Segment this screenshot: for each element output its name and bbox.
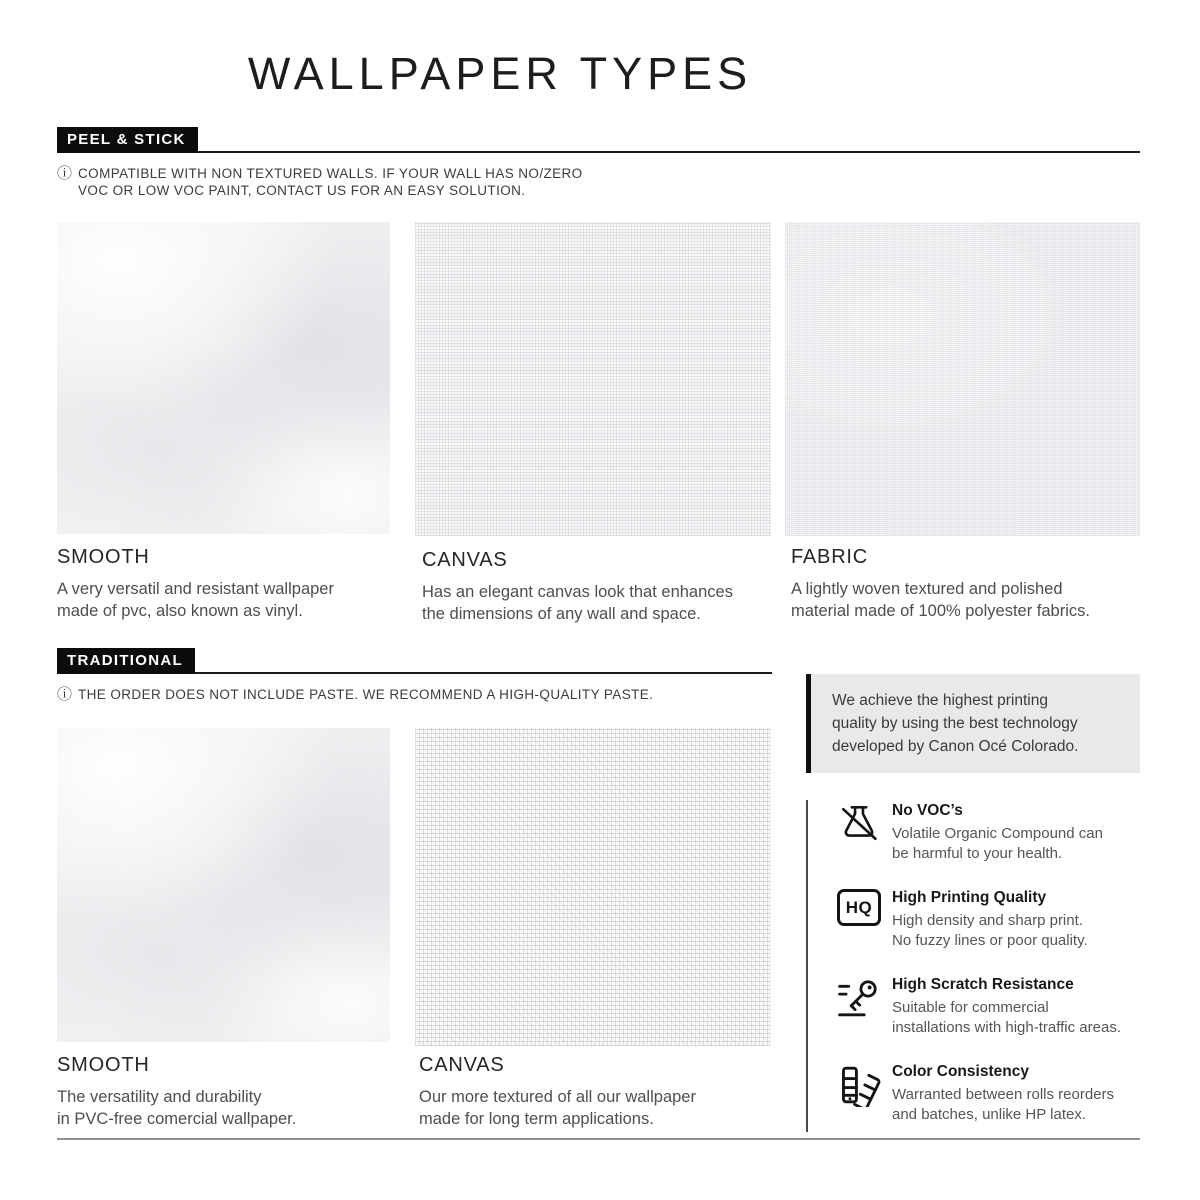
swatch-image-smooth-peel-stick xyxy=(57,222,390,534)
info-icon: ⓘ xyxy=(57,165,73,182)
section-label-peel-stick: PEEL & STICK xyxy=(57,127,198,153)
feature-no-voc xyxy=(808,802,1140,863)
printing-quality-highlight: We achieve the highest printing quality by using the best technology developed by Canon Océ Colorado. xyxy=(806,674,1140,773)
caption-fabric-peel-stick: FABRIC A lightly woven textured and polished material made of 100% polyester fabrics. xyxy=(791,546,1141,622)
swatch-image-fabric-peel-stick xyxy=(785,222,1140,536)
note-traditional xyxy=(57,686,757,703)
feature-high-printing-quality xyxy=(808,889,1140,950)
note-peel-stick xyxy=(57,165,697,199)
swatch-title: CANVAS xyxy=(419,1054,505,1076)
color-swatches-icon xyxy=(836,1063,882,1107)
feature-text: Color Consistency Warranted between rolls reorders and batches, unlike HP latex. xyxy=(892,1063,1115,1123)
caption-smooth-peel-stick: SMOOTH A very versatil and resistant wallpaper made of pvc, also known as vinyl. xyxy=(57,546,387,622)
key-scratch-icon xyxy=(836,976,882,1020)
section-label-traditional: TRADITIONAL xyxy=(57,648,195,674)
swatch-title: SMOOTH xyxy=(57,1054,150,1076)
feature-text: No VOC’s Volatile Organic Compound can be harmful to your health. xyxy=(892,802,1103,862)
caption-smooth-traditional: SMOOTH The versatility and durability in PVC-free comercial wallpaper. xyxy=(57,1054,357,1130)
note-text: THE ORDER DOES NOT INCLUDE PASTE. WE RECOMMEND A HIGH-QUALITY PASTE. xyxy=(78,687,654,702)
feature-title: No VOC’s xyxy=(892,802,963,819)
note-text: COMPATIBLE WITH NON TEXTURED WALLS. IF YOUR WALL HAS NO/ZERO VOC OR LOW VOC PAINT, CONTACT US FOR AN EASY SOLUTION. xyxy=(78,166,583,198)
swatch-title: FABRIC xyxy=(791,546,869,568)
no-voc-flask-icon xyxy=(836,802,882,844)
page-title: WALLPAPER TYPES xyxy=(247,48,753,99)
swatch-image-canvas-traditional xyxy=(415,728,771,1046)
feature-title: High Printing Quality xyxy=(892,889,1047,906)
feature-list xyxy=(806,800,1140,1132)
feature-text: High Printing Quality High density and sharp print. No fuzzy lines or poor quality. xyxy=(892,889,1088,949)
swatch-title: SMOOTH xyxy=(57,546,150,568)
info-icon: ⓘ xyxy=(57,686,73,703)
feature-title: Color Consistency xyxy=(892,1063,1029,1080)
hq-badge-text: HQ xyxy=(837,889,881,926)
swatch-image-smooth-traditional xyxy=(57,728,390,1042)
swatch-title: CANVAS xyxy=(422,549,508,571)
hq-badge-icon xyxy=(836,889,882,926)
feature-scratch-resistance xyxy=(808,976,1140,1037)
section-header-peel-stick xyxy=(57,127,1140,153)
feature-text: High Scratch Resistance Suitable for commercial installations with high-traffic areas. xyxy=(892,976,1121,1036)
section-header-traditional xyxy=(57,648,772,674)
caption-canvas-traditional: CANVAS Our more textured of all our wallpaper made for long term applications. xyxy=(419,1054,769,1130)
caption-canvas-peel-stick: CANVAS Has an elegant canvas look that enhances the dimensions of any wall and space. xyxy=(422,549,772,625)
bottom-divider xyxy=(57,1138,1140,1140)
feature-color-consistency xyxy=(808,1063,1140,1124)
feature-title: High Scratch Resistance xyxy=(892,976,1074,993)
swatch-image-canvas-peel-stick xyxy=(415,222,771,536)
